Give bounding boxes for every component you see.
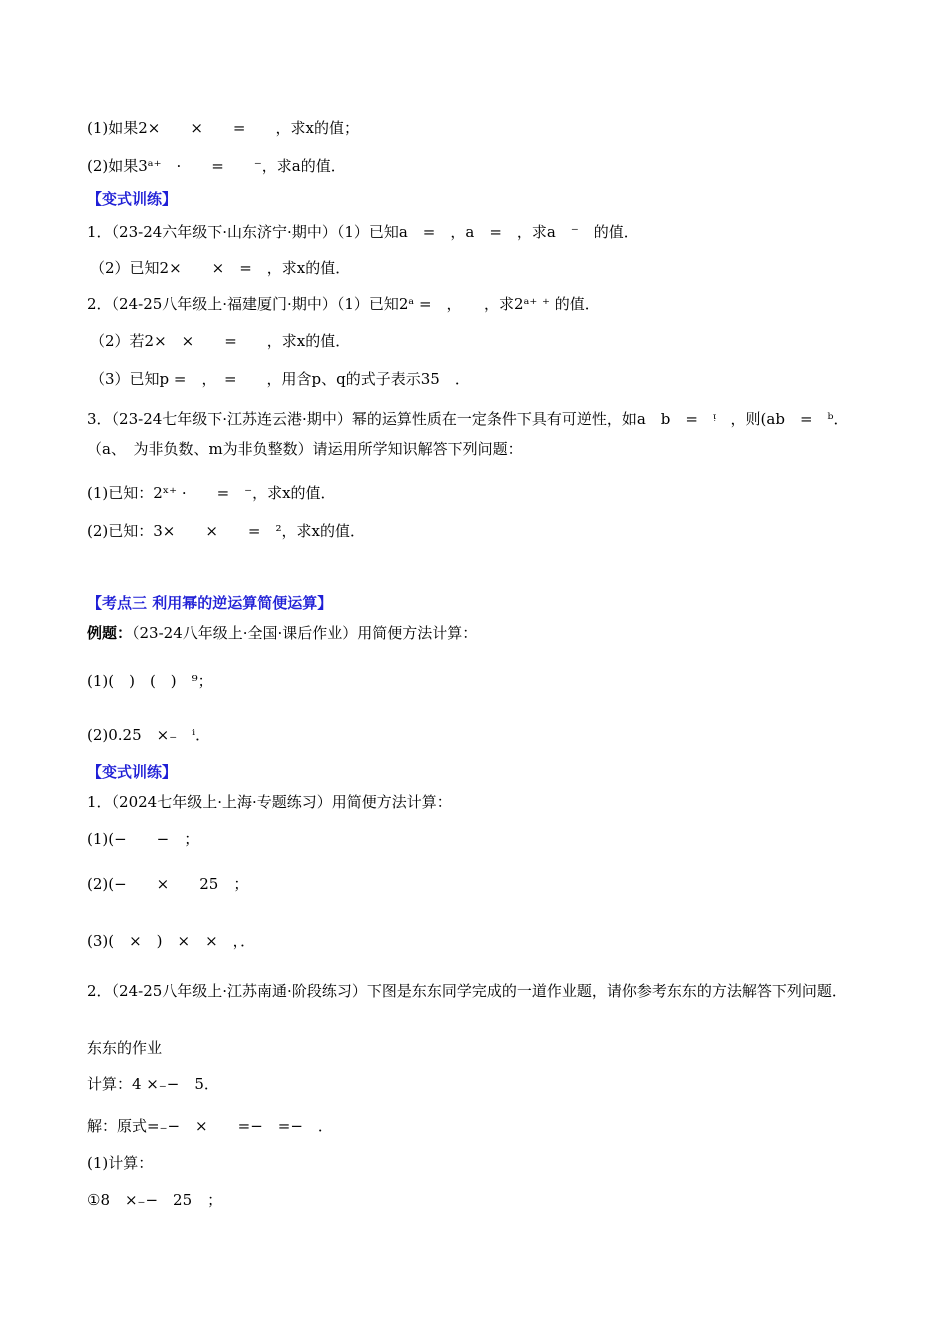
problem-1-text: (1)如果2× × = ，求x的值；	[87, 119, 359, 137]
exercise-b1-intro: 1．（2024七年级上·上海·专题练习）用简便方法计算：	[87, 793, 452, 811]
exercise-1-part-2: （2）已知2× × = ，求x的值．	[90, 259, 351, 277]
exercise-2-part-3: （3）已知p = ， = ，用含p、q的式子表示35 ．	[90, 370, 470, 388]
homework-title: 东东的作业	[87, 1039, 163, 1057]
exercise-1-part-1: 1．（23-24六年级下·山东济宁·期中）（1）已知a = ，a = ，求a ⁻ 的值．	[87, 223, 639, 241]
exercise-b2-part-1-item-1: ①8 ×₋− 25 ；	[87, 1191, 223, 1209]
exercise-2-part-2: （2）若2× × = ，求x的值．	[90, 332, 351, 350]
example-part-2: (2)0.25 ×₋ ⁱ．	[87, 726, 211, 744]
section-heading-variant-training-2: 【变式训练】	[87, 763, 178, 781]
exercise-b1-part-3: (3)( × ) × × ，．	[87, 932, 256, 950]
exercise-b1-part-2: (2)(− × 25 ；	[87, 875, 249, 893]
exercise-2-part-1: 2．（24-25八年级上·福建厦门·期中）（1）已知2ᵃ = ， ，求2ᵃ⁺ ⁺ 的值．	[87, 295, 600, 313]
example-line	[87, 622, 477, 644]
homework-question: 计算：4 ×₋− 5．	[87, 1075, 219, 1093]
exercise-b2-intro: 2．（24-25八年级上·江苏南通·阶段练习）下图是东东同学完成的一道作业题，请你参考东东的方法解答下列问题．	[87, 982, 847, 1000]
section-heading-point-three: 【考点三 利用幂的逆运算简便运算】	[87, 594, 333, 612]
problem-2-text: (2)如果3ᵃ⁺ · = ⁻，求a的值．	[87, 157, 346, 175]
exercise-b2-part-1-label: (1)计算：	[87, 1154, 154, 1172]
example-part-1: (1)( ) ( ) ⁹；	[87, 672, 213, 690]
example-label: 例题：	[87, 624, 133, 642]
section-heading-variant-training: 【变式训练】	[87, 190, 178, 208]
example-source: （23-24八年级上·全国·课后作业）用简便方法计算：	[132, 624, 478, 642]
exercise-3-intro: 3．（23-24七年级下·江苏连云港·期中）幂的运算性质在一定条件下具有可逆性，如a b = ᵎ ，则(ab = ᵇ．（a、 为非负数、m为非负整数）请运用所学知识解答下列问题：	[87, 410, 849, 458]
exercise-b1-part-1: (1)(− − ；	[87, 830, 200, 848]
exercise-3-part-1: (1)已知：2ˣ⁺ · = ⁻，求x的值．	[87, 484, 336, 502]
homework-solution: 解：原式=₋− × =− =− ．	[87, 1117, 333, 1135]
exercise-3-part-2: (2)已知：3× × = ²，求x的值．	[87, 522, 365, 540]
